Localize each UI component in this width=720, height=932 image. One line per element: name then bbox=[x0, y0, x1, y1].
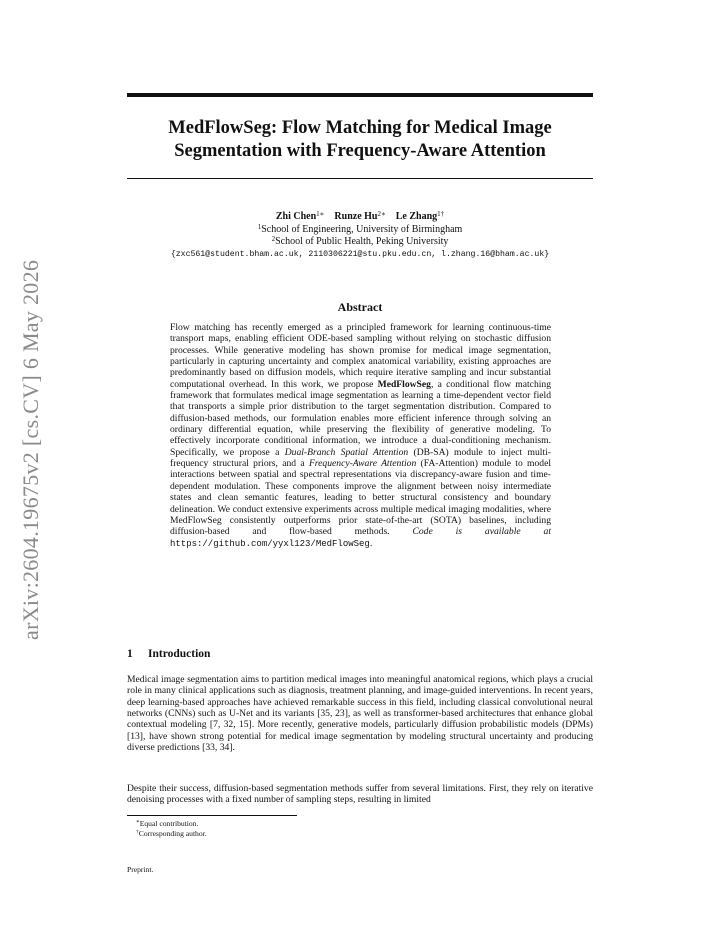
affiliation-1-text: School of Engineering, University of Birmingham bbox=[261, 223, 463, 235]
footnote-2-text: Corresponding author. bbox=[138, 829, 207, 838]
arxiv-identifier: arXiv:2604.19675v2 [cs.CV] 6 May 2026 bbox=[18, 259, 43, 640]
section-heading bbox=[127, 648, 210, 660]
abstract-text: (FA-Attention) module to model interactions between spatial and spectral representations via discrepancy-aware fusion and time-dependent modulation. These components improve the alignment between noisy intermediate states and clean semantic features, leading to better structural consistency and boundary delineation. We conduct extensive experiments across multiple medical imaging modalities, where MedFlowSeg consistently outperforms prior state-of-the-art (SOTA) baselines, including diffusion-based and flow-based methods. bbox=[170, 458, 552, 538]
code-url[interactable]: https://github.com/yyxl123/MedFlowSeg bbox=[170, 538, 370, 549]
author-2: Runze Hu bbox=[334, 211, 378, 222]
author-block bbox=[100, 211, 620, 261]
footnotes bbox=[136, 819, 207, 839]
method-name: MedFlowSeg bbox=[377, 378, 431, 390]
author-1-mark: 1∗ bbox=[316, 210, 325, 218]
abstract-text: . bbox=[369, 537, 373, 549]
footnote-2 bbox=[136, 829, 207, 839]
section-number: 1 bbox=[127, 648, 133, 660]
title-line-1: MedFlowSeg: Flow Matching for Medical Image bbox=[168, 118, 552, 138]
affiliation-2 bbox=[100, 236, 620, 249]
author-names bbox=[100, 211, 620, 224]
footnote-1-mark: ∗ bbox=[136, 819, 140, 825]
affiliation-1-mark: 1 bbox=[257, 222, 262, 231]
section-title: Introduction bbox=[148, 648, 211, 660]
author-2-mark: 2∗ bbox=[377, 210, 386, 218]
title-top-rule bbox=[127, 93, 593, 97]
affiliation-2-text: School of Public Health, Peking University bbox=[275, 236, 449, 247]
intro-paragraph-1: Medical image segmentation aims to partition medical images into meaningful anatomical regions, which plays a crucial role in many clinical applications such as diagnosis, treatment planning, and image-guided interventions. In recent years, deep learning-based approaches have achieved remarkable success in this field, including classical convolutional neural networks (CNNs) such as U-Net and its variants [35, 23], as well as transformer-based architectures that enhance global contextual modeling [7, 32, 15]. More recently, generative models, particularly diffusion probabilistic models (DPMs) [13], have shown strong potential for medical image segmentation by modeling structural uncertainty and producing diverse predictions [33, 34]. bbox=[127, 674, 593, 754]
abstract-text: Flow matching has recently emerged as a principled framework for learning continuous-time transport maps, enabling efficient ODE-based sampling without relying on stochastic diffusion processes. While generative modeling has shown promise for medical image segmentation, particularly in capturing uncertainty and complex anatomical variability, existing approaches are predominantly based on diffusion models, which require iterative sampling and incur substantial computational overhead. In this work, we propose bbox=[170, 322, 551, 390]
abstract-text: (DB-SA) module to inject multi-frequency structural priors, and a bbox=[170, 446, 551, 470]
affiliation-2-mark: 2 bbox=[271, 235, 276, 243]
title-bottom-rule bbox=[127, 178, 593, 179]
abstract-text: , a conditional flow matching framework that formulates medical image segmentation as learning a time-dependent vector field that transports a simple prior distribution to the target segmentation distribution. Compared to diffusion-based methods, our formulation enables more efficient inference through solving an ordinary differential equation, while preserving the flexibility of generative modeling. To effectively incorporate conditional information, we introduce a dual-conditioning mechanism. Specifically, we propose a bbox=[170, 378, 551, 458]
footnote-1 bbox=[136, 819, 207, 829]
footnote-rule bbox=[127, 815, 297, 816]
intro-paragraph-2: Despite their success, diffusion-based segmentation methods suffer from several limitations. First, they rely on iterative denoising processes with a fixed number of sampling steps, resulting in limited bbox=[127, 783, 593, 806]
preprint-label: Preprint. bbox=[127, 865, 154, 874]
abstract-heading: Abstract bbox=[337, 300, 383, 314]
author-3-mark: 1† bbox=[437, 210, 445, 218]
abstract-body bbox=[170, 322, 551, 550]
code-availability: Code is available at bbox=[412, 526, 551, 538]
paper-title bbox=[127, 117, 593, 163]
module-name-fa: Frequency-Aware Attention bbox=[308, 458, 417, 470]
author-3: Le Zhang bbox=[395, 211, 438, 222]
footnote-2-mark: † bbox=[136, 829, 139, 835]
author-emails: {zxc561@student.bham.ac.uk, 2110306221@stu.pku.edu.cn, l.zhang.16@bham.ac.uk} bbox=[170, 249, 550, 259]
title-line-2: Segmentation with Frequency-Aware Attention bbox=[174, 141, 546, 161]
author-1: Zhi Chen bbox=[275, 211, 317, 222]
affiliation-1 bbox=[100, 224, 620, 237]
footnote-1-text: Equal contribution. bbox=[139, 819, 199, 828]
module-name-dbsa: Dual-Branch Spatial Attention bbox=[284, 446, 409, 458]
